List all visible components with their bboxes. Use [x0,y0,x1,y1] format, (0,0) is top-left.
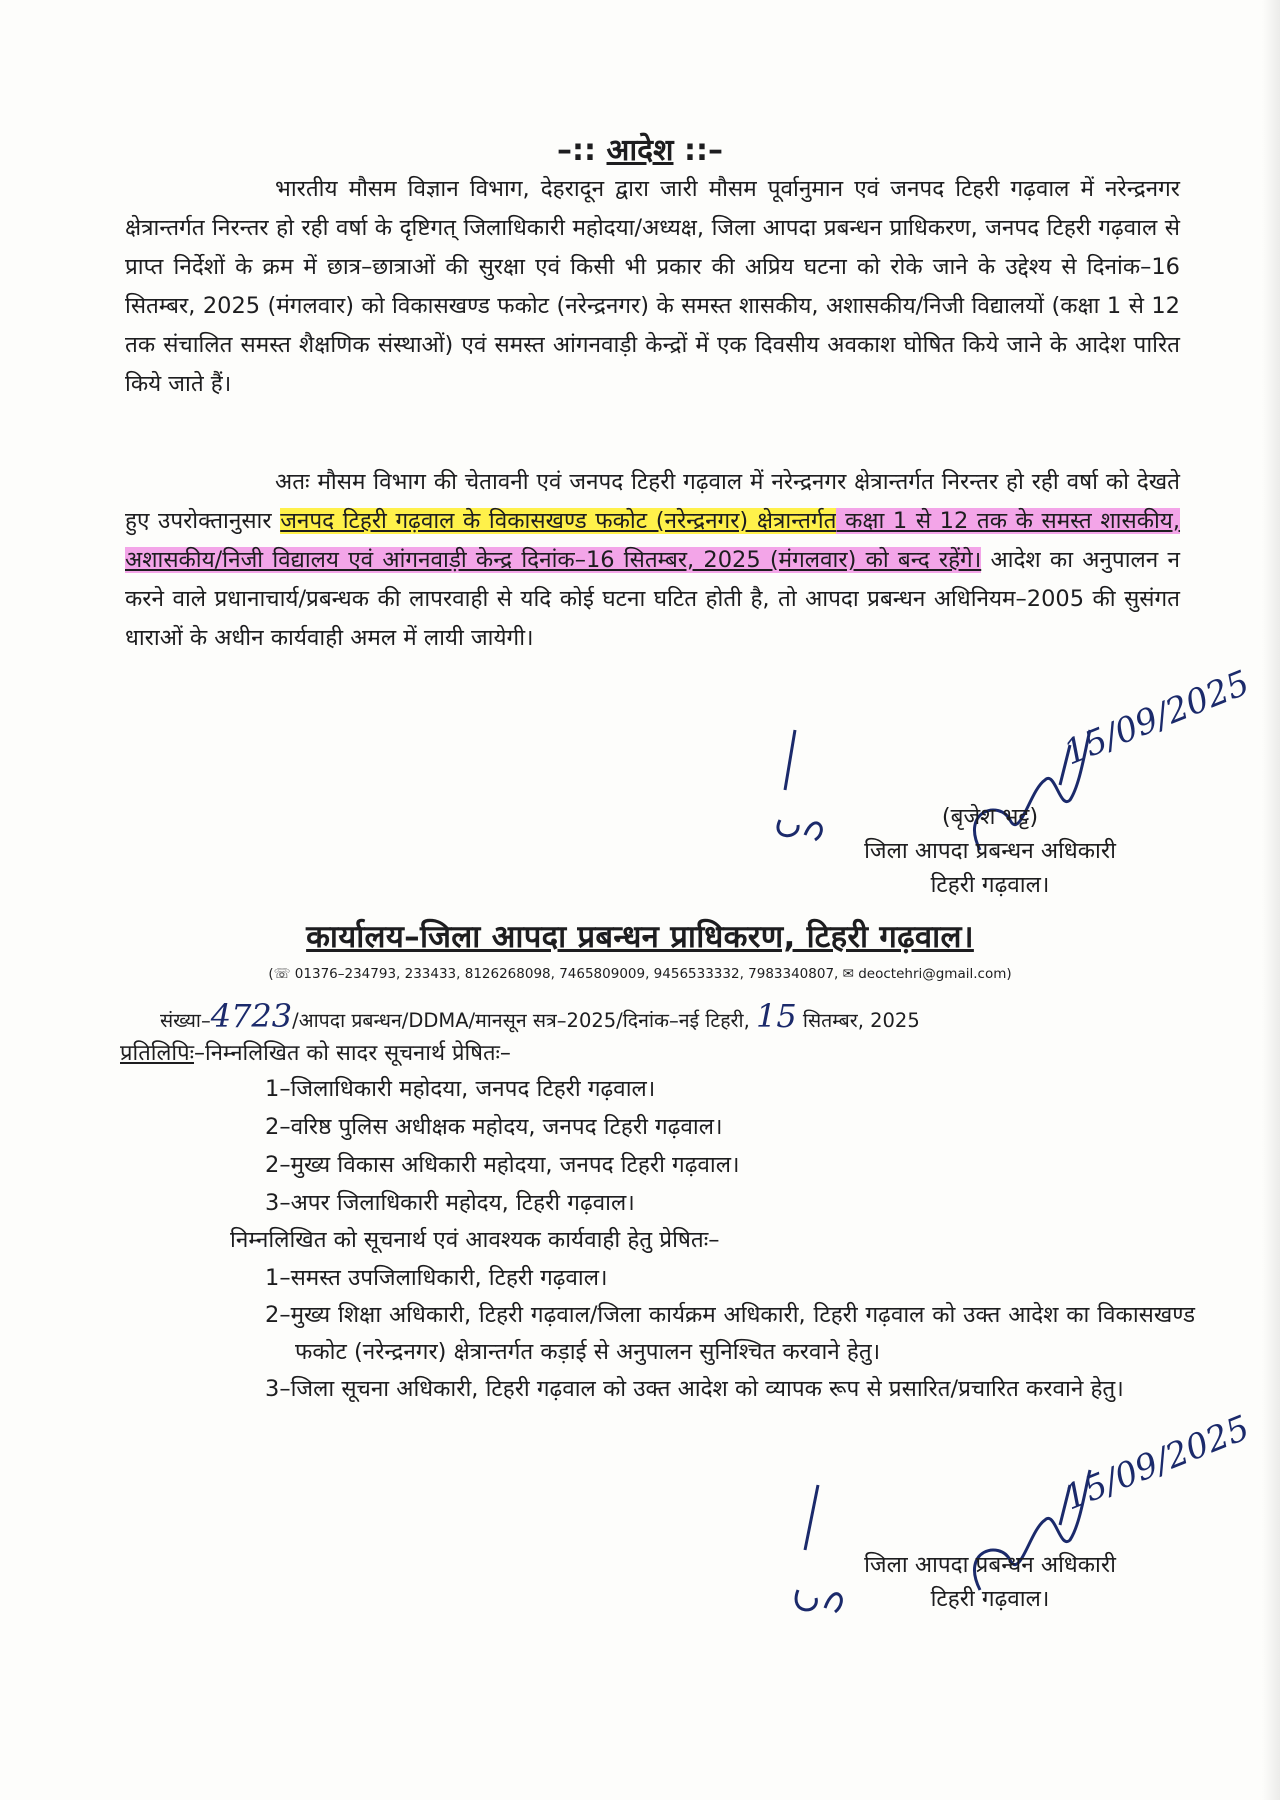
office-contact: (☏ 01376–234793, 233433, 8126268098, 7465809009, 9456533332, 7983340807, ✉ deoctehri@gmail.com) [268,966,1012,982]
list-item: 3–जिला सूचना अधिकारी, टिहरी गढ़वाल को उक्त आदेश को व्यापक रूप से प्रसारित/प्रचारित करवाने हेतु। [265,1376,1124,1402]
para2-tail: आदेश का अनुपालन न करने वाले प्रधानाचार्य/प्रबन्धक की लापरवाही से यदि कोई घटना घटित होती है, तो आपदा प्रबन्धन अधिनियम–2005 की सुसंगत धाराओं के अधीन कार्यवाही अमल में लायी जायेगी। [125,547,1180,651]
list-item: 1–जिलाधिकारी महोदया, जनपद टिहरी गढ़वाल। [265,1076,656,1102]
list-item: 3–अपर जिलाधिकारी महोदय, टिहरी गढ़वाल। [265,1190,635,1216]
highlight-pink: कक्षा 1 से 12 तक के समस्त शासकीय, अशासकीय/निजी विद्यालय एवं आंगनवाड़ी केन्द्र दिनांक–16 सितम्बर, 2025 (मंगलवार) को बन्द रहेंगे। [125,508,1181,573]
signatory-designation-2: जिला आपदा प्रबन्धन अधिकारी [864,1552,1116,1578]
copy-to-heading-rest: –निम्नलिखित को सादर सूचनार्थ प्रेषितः– [194,1041,511,1066]
signatory-designation-1: जिला आपदा प्रबन्धन अधिकारी [864,838,1116,864]
title-prefix: –:: [557,133,607,168]
title-suffix: ::– [673,133,723,168]
office-heading: कार्यालय–जिला आपदा प्रबन्धन प्राधिकरण, टिहरी गढ़वाल। [306,919,974,955]
page-edge-shadow [1262,0,1280,1800]
list-item: 2–मुख्य विकास अधिकारी महोदया, जनपद टिहरी गढ़वाल। [265,1152,740,1178]
list-item: 2–मुख्य शिक्षा अधिकारी, टिहरी गढ़वाल/जिला कार्यक्रम अधिकारी, टिहरी गढ़वाल को उक्त आदेश का विकासखण्ड फकोट (नरेन्द्रनगर) क्षेत्रान्तर्गत कड़ाई से अनुपालन सुनिश्चित करवाने हेतु। [265,1302,1195,1365]
para2-lead: अतः मौसम विभाग की चेतावनी एवं जनपद टिहरी गढ़वाल में नरेन्द्रनगर क्षेत्रान्तर्गत निरन्तर हो रही वर्षा को देखते हुए उपरोक्तानुसार [125,469,1180,534]
action-heading: निम्नलिखित को सूचनार्थ एवं आवश्यक कार्यवाही हेतु प्रेषितः– [230,1227,720,1253]
reference-line [160,997,920,1035]
copy-to-list-1 [265,1070,740,1222]
action-list [265,1260,1195,1408]
list-item: 2–वरिष्ठ पुलिस अधीक्षक महोदय, जनपद टिहरी गढ़वाल। [265,1114,723,1140]
signatory-place-1: टिहरी गढ़वाल। [930,872,1050,898]
signatory-name: (बृजेश भट्ट) [941,804,1039,830]
ref-middle: /आपदा प्रबन्धन/DDMA/मानसून सत्र–2025/दिनांक–नई टिहरी, [292,1009,756,1032]
signature-block-2 [800,1548,1180,1616]
title-word: आदेश [606,133,674,168]
signature-1-date: 15/09/2025 [1058,662,1256,774]
copy-to-heading [120,1037,511,1067]
ref-end: सितम्बर, 2025 [796,1009,920,1032]
order-title [0,128,1280,169]
signature-2-date: 15/09/2025 [1058,1407,1256,1519]
order-paragraph-2 [125,463,1180,658]
order-paragraph-1: भारतीय मौसम विज्ञान विभाग, देहरादून द्वारा जारी मौसम पूर्वानुमान एवं जनपद टिहरी गढ़वाल में नरेन्द्रनगर क्षेत्रान्तर्गत निरन्तर हो रही वर्षा के दृष्टिगत् जिलाधिकारी महोदया/अध्यक्ष, जिला आपदा प्रबन्धन प्राधिकरण, जनपद टिहरी गढ़वाल से प्राप्त निर्देशों के क्रम में छात्र–छात्राओं की सुरक्षा एवं किसी भी प्रकार की अप्रिय घटना को रोके जाने के उद्देश्य से दिनांक–16 सितम्बर, 2025 (मंगलवार) को विकासखण्ड फकोट (नरेन्द्रनगर) के समस्त शासकीय, अशासकीय/निजी विद्यालयों (कक्षा 1 से 12 तक संचालित समस्त शैक्षणिक संस्थाओं) एवं समस्त आंगनवाड़ी केन्द्रों में एक दिवसीय अवकाश घोषित किये जाने के आदेश पारित किये जाते हैं। [125,176,1180,397]
ref-label: संख्या– [160,1009,211,1032]
copy-to-label: प्रतिलिपिः [120,1041,195,1066]
signatory-place-2: टिहरी गढ़वाल। [930,1586,1050,1612]
ref-number: 4723 [210,997,293,1035]
ref-day: 15 [755,997,797,1035]
signature-block-1 [800,800,1180,902]
highlight-yellow: जनपद टिहरी गढ़वाल के विकासखण्ड फकोट (नरेन्द्रनगर) क्षेत्रान्तर्गत [280,508,837,534]
list-item: 1–समस्त उपजिलाधिकारी, टिहरी गढ़वाल। [265,1265,608,1291]
